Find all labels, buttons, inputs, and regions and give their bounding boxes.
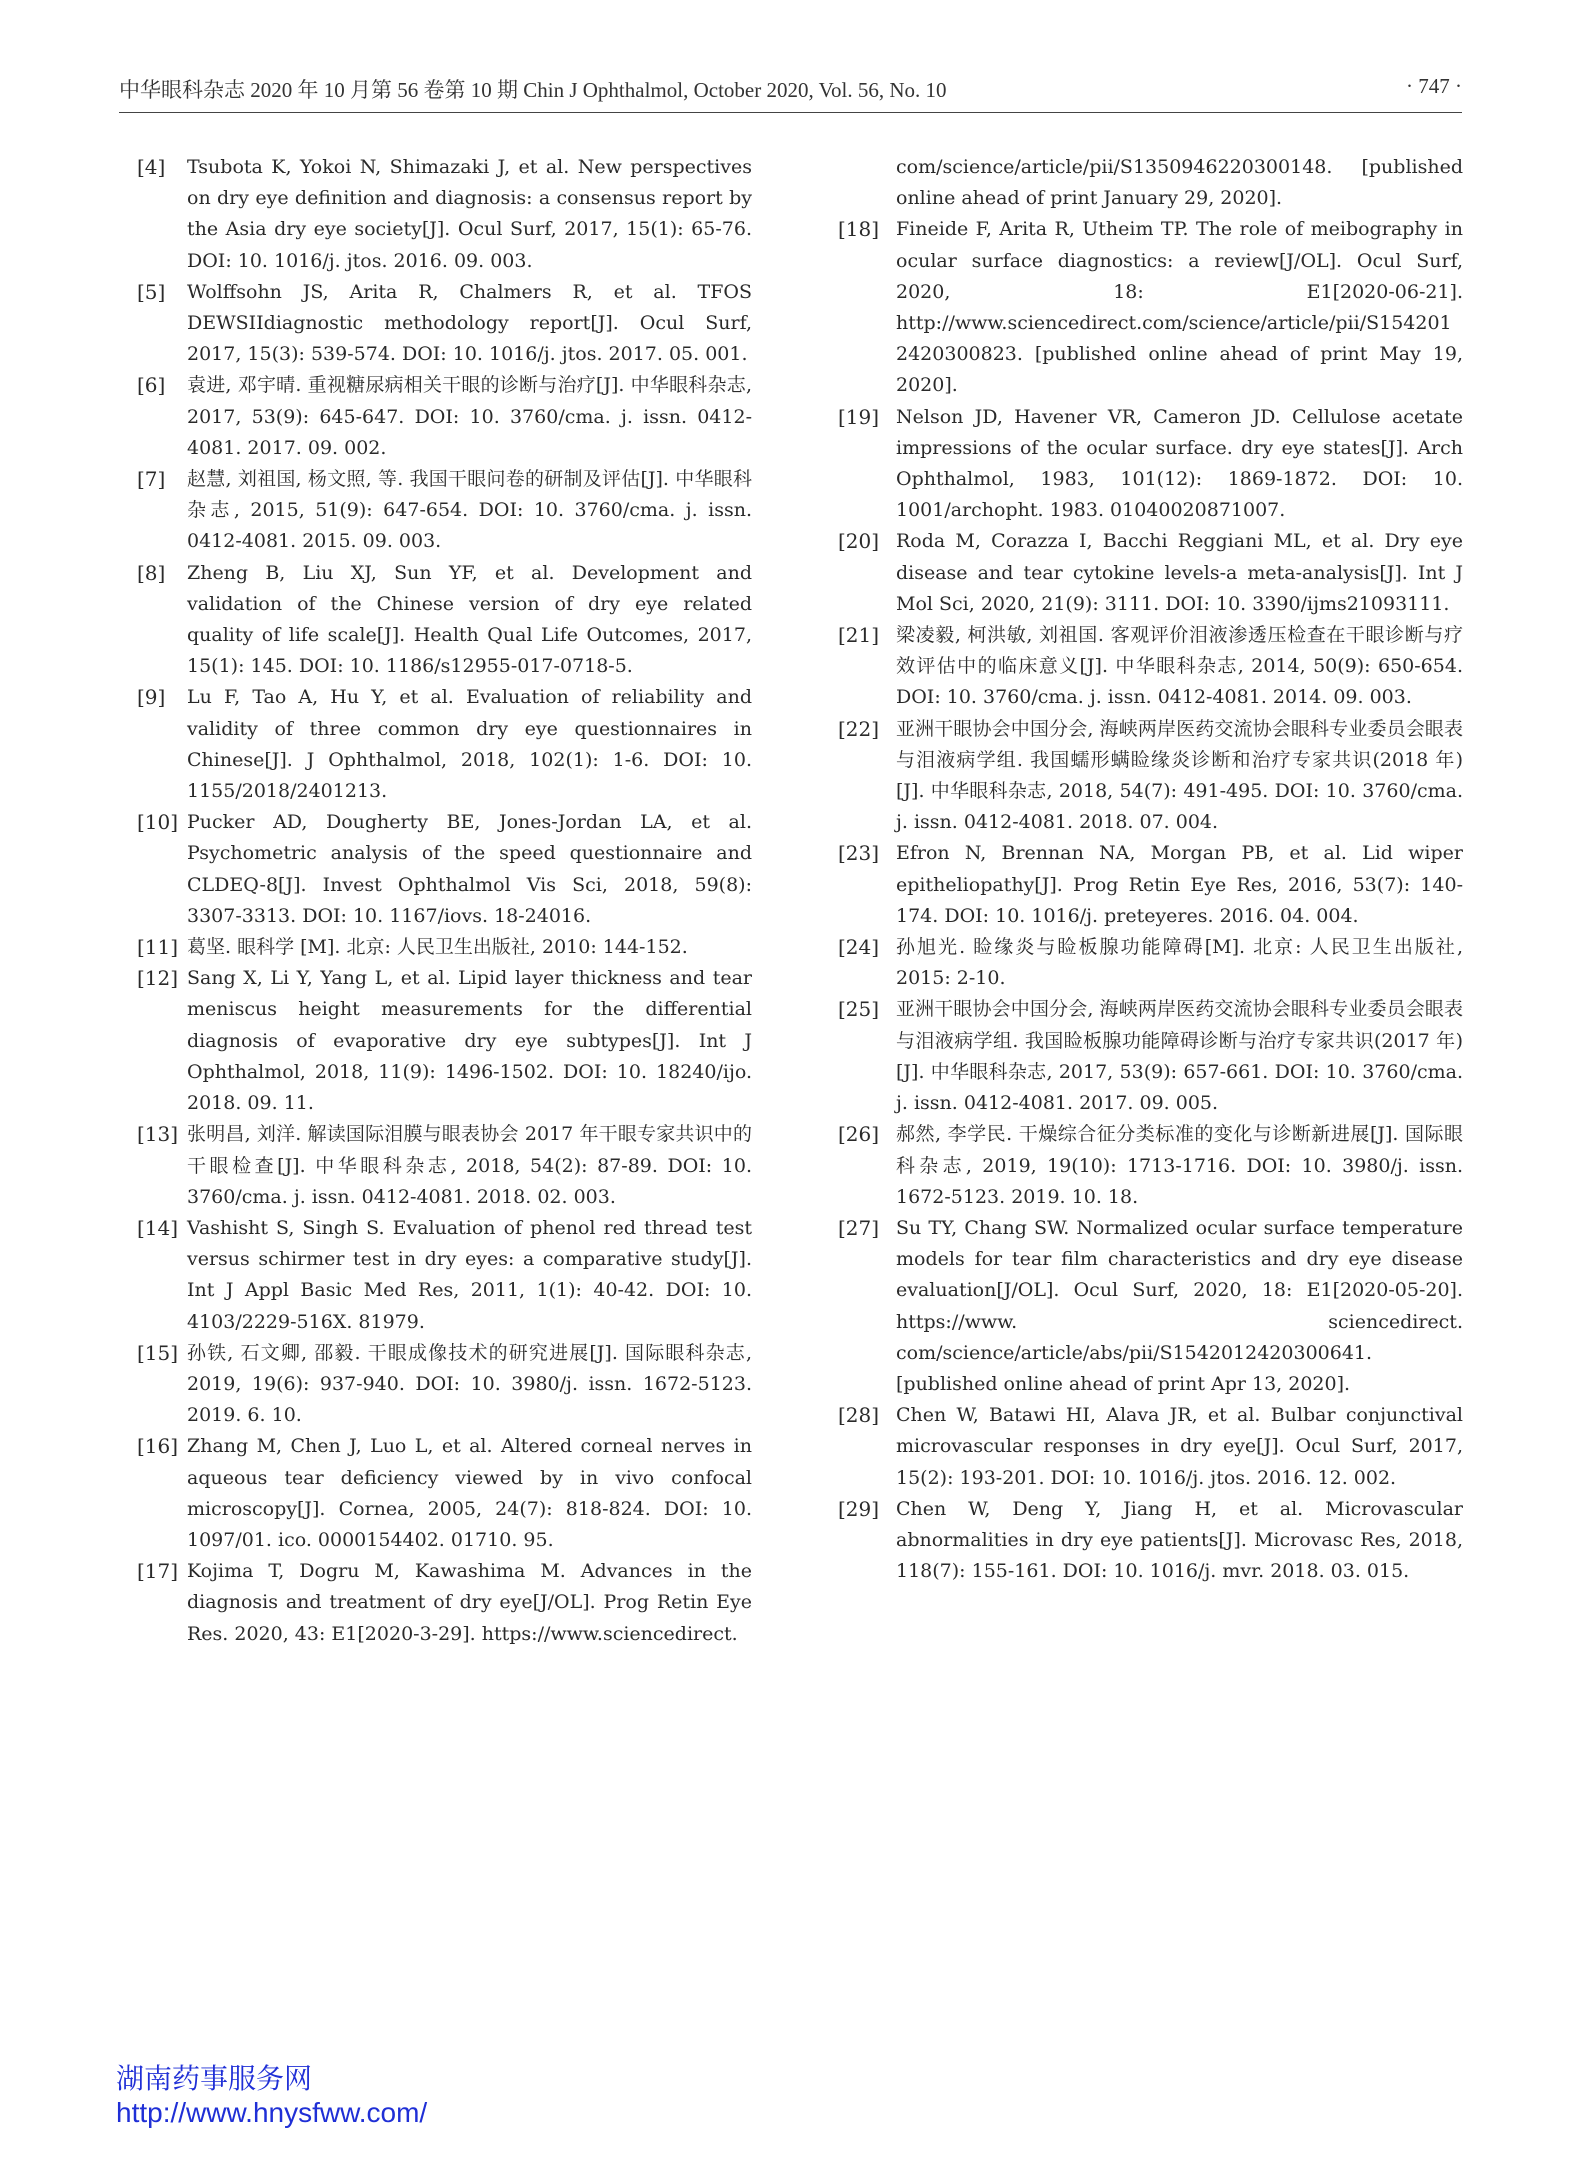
reference-text: 孙旭光. 睑缘炎与睑板腺功能障碍[M]. 北京: 人民卫生出版社, 2015: 2-10. xyxy=(896,936,1463,990)
reference-number: [4] xyxy=(137,155,166,179)
reference-text: Nelson JD, Havener VR, Cameron JD. Cellulose acetate impressions of the ocular surface. dry eye states[J]. Arch Ophthalmol, 1983, 101(12): 1869-1872. DOI: 10. 1001/archopht. 1983. 01040020871007. xyxy=(896,405,1463,522)
reference-text: Su TY, Chang SW. Normalized ocular surface temperature models for tear film characteristics and dry eye disease evaluation[J/OL]. Ocul Surf, 2020, 18: E1[2020-05-20]. https://www. sciencedirect. com/science/article/abs/pii/S1542012420300641. [published online ahead of print Apr 13, 2020]. xyxy=(896,1216,1463,1395)
reference-item xyxy=(838,838,1463,932)
reference-number: [27] xyxy=(838,1215,880,1240)
reference-item xyxy=(838,994,1463,1119)
reference-text: 张明昌, 刘洋. 解读国际泪膜与眼表协会 2017 年干眼专家共识中的干眼检查[J]. 中华眼科杂志, 2018, 54(2): 87-89. DOI: 10. 3760/cma. j. issn. 0412-4081. 2018. 02. 003. xyxy=(187,1123,752,1208)
reference-text: 梁凌毅, 柯洪敏, 刘祖国. 客观评价泪液渗透压检查在干眼诊断与疗效评估中的临床意义[J]. 中华眼科杂志, 2014, 50(9): 650-654. DOI: 10. 3760/cma. j. issn. 0412-4081. 2014. 09. 003. xyxy=(896,624,1463,709)
reference-item xyxy=(838,214,1463,401)
reference-number: [22] xyxy=(838,716,880,741)
reference-number: [21] xyxy=(838,623,880,648)
reference-number: [25] xyxy=(838,997,880,1022)
reference-item xyxy=(137,1119,752,1213)
reference-number: [11] xyxy=(137,935,179,960)
reference-number: [29] xyxy=(838,1496,880,1521)
page-number: · 747 · xyxy=(1406,74,1462,98)
reference-item xyxy=(838,620,1463,714)
reference-number: [24] xyxy=(838,935,880,960)
reference-item xyxy=(137,682,752,807)
reference-item xyxy=(838,526,1463,620)
reference-item xyxy=(137,152,752,277)
reference-column-left xyxy=(137,152,752,1650)
reference-text: Kojima T, Dogru M, Kawashima M. Advances in the diagnosis and treatment of dry eye[J/OL]. Prog Retin Eye Res. 2020, 43: E1[2020-3-29]. https://www.sciencedirect. xyxy=(187,1560,752,1645)
reference-item xyxy=(838,402,1463,527)
reference-number: [19] xyxy=(838,404,880,429)
reference-number: [12] xyxy=(137,966,179,991)
reference-item xyxy=(838,1213,1463,1400)
reference-number: [13] xyxy=(137,1122,179,1147)
running-header xyxy=(119,70,1462,113)
reference-text: 袁进, 邓宇晴. 重视糖尿病相关干眼的诊断与治疗[J]. 中华眼科杂志, 2017, 53(9): 645-647. DOI: 10. 3760/cma. j. issn. 0412-4081. 2017. 09. 002. xyxy=(187,374,752,459)
reference-text: 赵慧, 刘祖国, 杨文照, 等. 我国干眼问卷的研制及评估[J]. 中华眼科杂志, 2015, 51(9): 647-654. DOI: 10. 3760/cma. j. issn. 0412-4081. 2015. 09. 003. xyxy=(187,468,752,553)
reference-text: Sang X, Li Y, Yang L, et al. Lipid layer thickness and tear meniscus height measurements for the differential diagnosis of evaporative dry eye subtypes[J]. Int J Ophthalmol, 2018, 11(9): 1496-1502. DOI: 10. 18240/ijo. 2018. 09. 11. xyxy=(187,967,752,1115)
reference-text: Pucker AD, Dougherty BE, Jones-Jordan LA, et al. Psychometric analysis of the speed questionnaire and CLDEQ-8[J]. Invest Ophthalmol Vis Sci, 2018, 59(8): 3307-3313. DOI: 10. 1167/iovs. 18-24016. xyxy=(187,811,752,927)
reference-number: [6] xyxy=(137,373,166,398)
reference-item xyxy=(137,963,752,1119)
reference-item xyxy=(137,277,752,371)
reference-number: [20] xyxy=(838,529,880,554)
reference-number: [8] xyxy=(137,560,166,585)
reference-item xyxy=(137,807,752,932)
reference-text: Efron N, Brennan NA, Morgan PB, et al. Lid wiper epitheliopathy[J]. Prog Retin Eye Res, 2016, 53(7): 140-174. DOI: 10. 1016/j. preteyeres. 2016. 04. 004. xyxy=(896,842,1463,927)
reference-text: Vashisht S, Singh S. Evaluation of phenol red thread test versus schirmer test in dry eyes: a comparative study[J]. Int J Appl Basic Med Res, 2011, 1(1): 40-42. DOI: 10. 4103/2229-516X. 81979. xyxy=(187,1216,752,1333)
reference-item xyxy=(137,1431,752,1556)
reference-text: 郝然, 李学民. 干燥综合征分类标准的变化与诊断新进展[J]. 国际眼科杂志, 2019, 19(10): 1713-1716. DOI: 10. 3980/j. issn. 1672-5123. 2019. 10. 18. xyxy=(896,1123,1463,1208)
reference-item xyxy=(137,558,752,683)
reference-text: com/science/article/pii/S1350946220300148. [published online ahead of print January 29, 2020]. xyxy=(896,156,1463,210)
reference-number: [15] xyxy=(137,1340,179,1365)
reference-continuation xyxy=(838,152,1463,214)
reference-item xyxy=(137,370,752,464)
reference-text: Tsubota K, Yokoi N, Shimazaki J, et al. New perspectives on dry eye definition and diagnosis: a consensus report by the Asia dry eye society[J]. Ocul Surf, 2017, 15(1): 65-76. DOI: 10. 1016/j. jtos. 2016. 09. 003. xyxy=(187,156,752,272)
reference-item xyxy=(137,1213,752,1338)
reference-text: Zheng B, Liu XJ, Sun YF, et al. Development and validation of the Chinese version of dry eye related quality of life scale[J]. Health Qual Life Outcomes, 2017, 15(1): 145. DOI: 10. 1186/s12955-017-0718-5. xyxy=(187,561,752,678)
reference-item xyxy=(137,464,752,558)
reference-number: [28] xyxy=(838,1403,880,1428)
footer-site-name: 湖南药事服务网 xyxy=(116,2062,313,2095)
reference-text: Fineide F, Arita R, Utheim TP. The role of meibography in ocular surface diagnostics: a review[J/OL]. Ocul Surf, 2020, 18: E1[2020-06-21]. http://www.sciencedirect.com/science/article/pii/S1542012420300823. [published online ahead of print May 19, 2020]. xyxy=(896,218,1463,397)
reference-item xyxy=(838,1400,1463,1494)
reference-text: 亚洲干眼协会中国分会, 海峡两岸医药交流协会眼科专业委员会眼表与泪液病学组. 我国睑板腺功能障碍诊断与治疗专家共识(2017 年) [J]. 中华眼科杂志, 2017, 53(9): 657-661. DOI: 10. 3760/cma. j. issn. 0412-4081. 2017. 09. 005. xyxy=(896,998,1463,1115)
reference-text: Roda M, Corazza I, Bacchi Reggiani ML, et al. Dry eye disease and tear cytokine levels-a meta-analysis[J]. Int J Mol Sci, 2020, 21(9): 3111. DOI: 10. 3390/ijms21093111. xyxy=(896,530,1463,615)
reference-number: [7] xyxy=(137,467,166,492)
reference-item xyxy=(137,932,752,963)
reference-item xyxy=(137,1338,752,1432)
reference-item xyxy=(137,1556,752,1650)
reference-text: Chen W, Deng Y, Jiang H, et al. Microvascular abnormalities in dry eye patients[J]. Microvasc Res, 2018, 118(7): 155-161. DOI: 10. 1016/j. mvr. 2018. 03. 015. xyxy=(896,1497,1463,1583)
journal-citation: 中华眼科杂志 2020 年 10 月第 56 卷第 10 期 Chin J Ophthalmol, October 2020, Vol. 56, No. 10 xyxy=(119,78,947,102)
reference-text: 孙铁, 石文卿, 邵毅. 干眼成像技术的研究进展[J]. 国际眼科杂志, 2019, 19(6): 937-940. DOI: 10. 3980/j. issn. 1672-5123. 2019. 6. 10. xyxy=(187,1341,752,1427)
reference-item xyxy=(838,714,1463,839)
reference-number: [9] xyxy=(137,685,166,710)
reference-number: [23] xyxy=(838,841,880,866)
reference-text: 葛坚. 眼科学 [M]. 北京: 人民卫生出版社, 2010: 144-152. xyxy=(187,936,688,959)
reference-number: [26] xyxy=(838,1122,880,1147)
reference-text: Lu F, Tao A, Hu Y, et al. Evaluation of reliability and validity of three common dry eye questionnaires in Chinese[J]. J Ophthalmol, 2018, 102(1): 1-6. DOI: 10. 1155/2018/2401213. xyxy=(187,686,752,803)
reference-number: [10] xyxy=(137,810,179,835)
watermark-footer xyxy=(116,2062,427,2130)
footer-url-link[interactable]: http://www.hnysfww.com/ xyxy=(116,2097,428,2128)
reference-text: Zhang M, Chen J, Luo L, et al. Altered corneal nerves in aqueous tear deficiency viewed by in vivo confocal microscopy[J]. Cornea, 2005, 24(7): 818-824. DOI: 10. 1097/01. ico. 0000154402. 01710. 95. xyxy=(187,1435,752,1551)
reference-item xyxy=(838,1119,1463,1213)
reference-item xyxy=(838,932,1463,994)
reference-number: [18] xyxy=(838,217,880,242)
reference-column-right xyxy=(838,152,1463,1587)
reference-text: 亚洲干眼协会中国分会, 海峡两岸医药交流协会眼科专业委员会眼表与泪液病学组. 我国蠕形螨睑缘炎诊断和治疗专家共识(2018 年) [J]. 中华眼科杂志, 2018, 54(7): 491-495. DOI: 10. 3760/cma. j. issn. 0412-4081. 2018. 07. 004. xyxy=(896,717,1463,834)
reference-number: [5] xyxy=(137,279,166,304)
reference-number: [16] xyxy=(137,1434,179,1459)
reference-item xyxy=(838,1494,1463,1588)
reference-text: Wolffsohn JS, Arita R, Chalmers R, et al. TFOS DEWSIIdiagnostic methodology report[J]. Ocul Surf, 2017, 15(3): 539-574. DOI: 10. 1016/j. jtos. 2017. 05. 001. xyxy=(187,280,752,366)
reference-number: [17] xyxy=(137,1559,179,1584)
reference-number: [14] xyxy=(137,1215,179,1240)
reference-text: Chen W, Batawi HI, Alava JR, et al. Bulbar conjunctival microvascular responses in dry eye[J]. Ocul Surf, 2017, 15(2): 193-201. DOI: 10. 1016/j. jtos. 2016. 12. 002. xyxy=(896,1404,1463,1489)
